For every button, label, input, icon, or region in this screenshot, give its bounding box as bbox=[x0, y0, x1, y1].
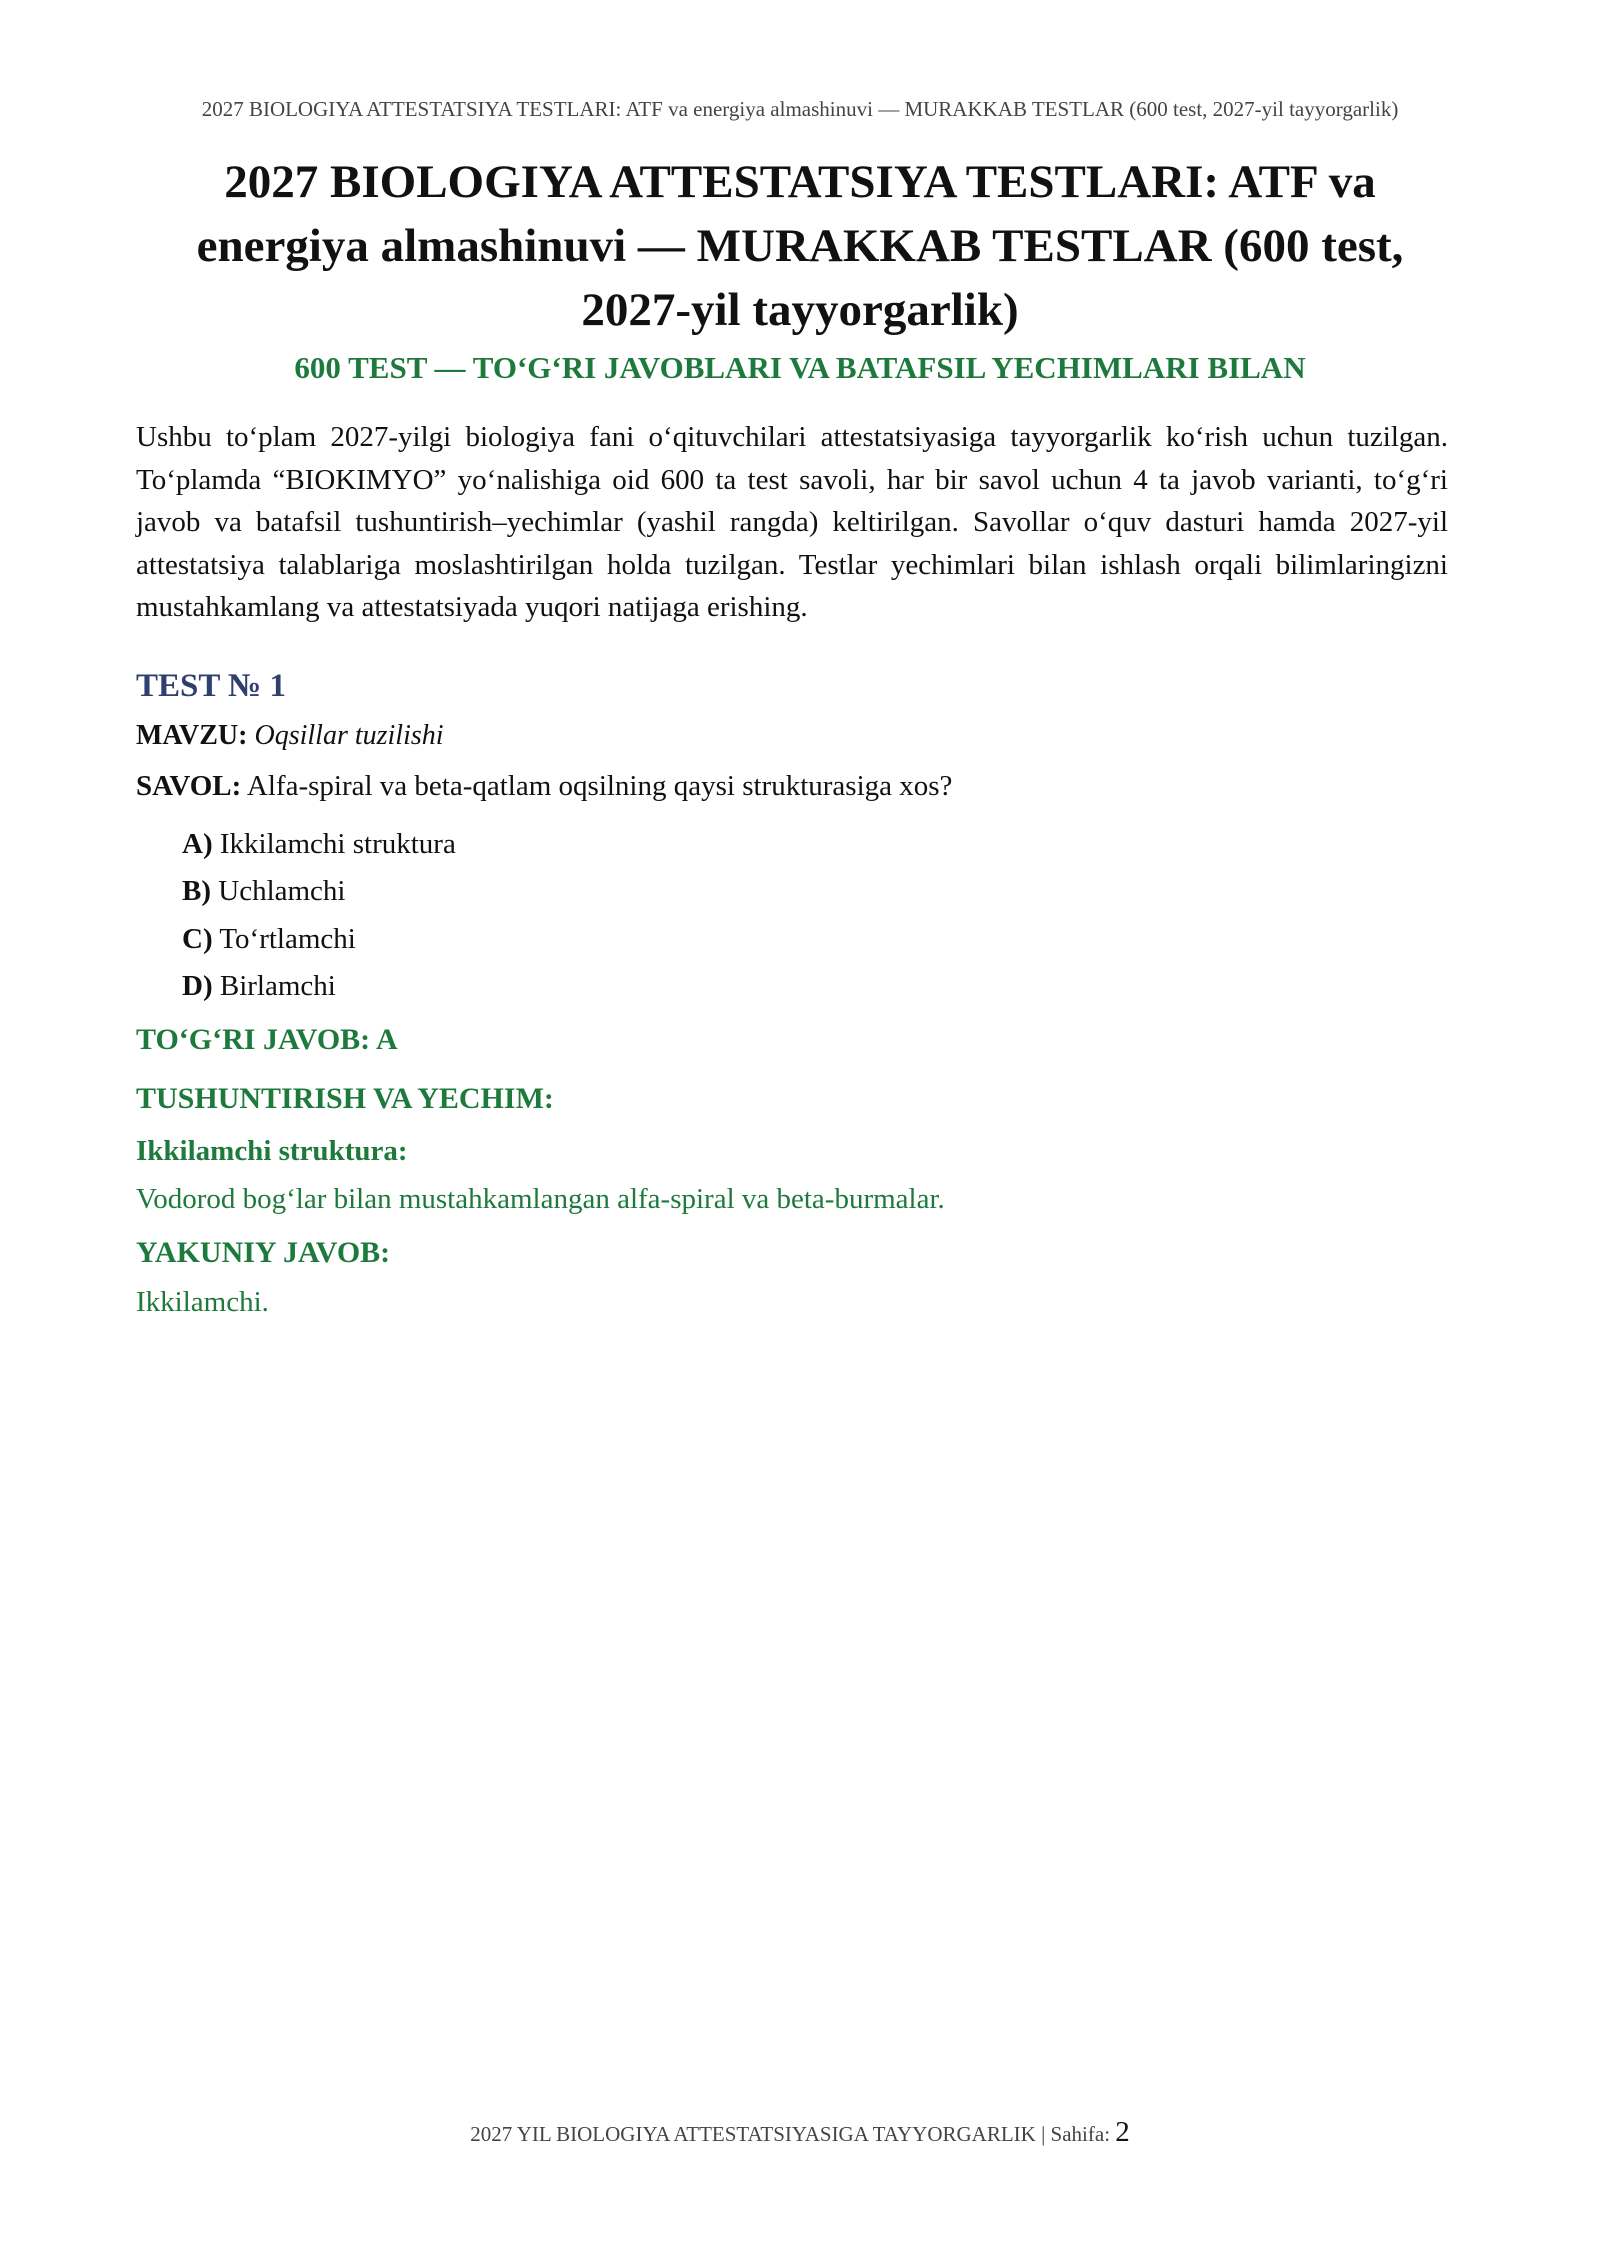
document-subtitle: 600 TEST — TO‘G‘RI JAVOBLARI VA BATAFSIL YECHIMLARI BILAN bbox=[294, 350, 1306, 385]
page-number: 2 bbox=[1115, 2116, 1130, 2148]
option-c bbox=[182, 921, 356, 957]
option-letter: B) bbox=[182, 875, 211, 907]
question-line bbox=[136, 768, 952, 804]
document-title: 2027 BIOLOGIYA ATTESTATSIYA TESTLARI: ATF va energiya almashinuvi — MURAKKAB TESTLAR (600 test, 2027-yil tayyorgarlik) bbox=[196, 156, 1404, 336]
option-d bbox=[182, 968, 336, 1004]
question-label: SAVOL: bbox=[136, 770, 242, 802]
final-answer-text: Ikkilamchi. bbox=[136, 1286, 269, 1318]
page-label: Sahifa: bbox=[1050, 2122, 1111, 2146]
correct-answer: TO‘G‘RI JAVOB: A bbox=[136, 1023, 398, 1056]
explanation-subheading: Ikkilamchi struktura: bbox=[136, 1135, 408, 1167]
option-text: To‘rtlamchi bbox=[219, 923, 356, 955]
option-text: Uchlamchi bbox=[218, 875, 346, 907]
option-letter: D) bbox=[182, 970, 213, 1002]
question-text: Alfa-spiral va beta-qatlam oqsilning qaysi strukturasiga xos? bbox=[246, 770, 953, 802]
option-a bbox=[182, 826, 456, 862]
topic-value: Oqsillar tuzilishi bbox=[254, 720, 444, 751]
option-b bbox=[182, 873, 345, 909]
running-header: 2027 BIOLOGIYA ATTESTATSIYA TESTLARI: ATF va energiya almashinuvi — MURAKKAB TESTLAR (600 test, 2027-yil tayyorgarlik) bbox=[201, 97, 1399, 121]
option-letter: A) bbox=[182, 828, 213, 860]
option-text: Ikkilamchi struktura bbox=[219, 828, 456, 860]
explanation-heading: TUSHUNTIRISH VA YECHIM: bbox=[136, 1082, 554, 1115]
footer-text: 2027 YIL BIOLOGIYA ATTESTATSIYASIGA TAYYORGARLIK bbox=[470, 2122, 1036, 2146]
explanation-text: Vodorod bog‘lar bilan mustahkamlangan alfa-spiral va beta-burmalar. bbox=[136, 1183, 945, 1215]
page-footer bbox=[150, 2116, 1450, 2149]
test-heading: TEST № 1 bbox=[136, 668, 286, 704]
footer-separator: | bbox=[1041, 2122, 1046, 2146]
topic-line bbox=[136, 718, 444, 754]
topic-label: MAVZU: bbox=[136, 720, 248, 751]
option-text: Birlamchi bbox=[219, 970, 336, 1002]
option-letter: C) bbox=[182, 923, 213, 955]
intro-paragraph: Ushbu to‘plam 2027-yilgi biologiya fani o‘qituvchilari attestatsiyasiga tayyorgarlik ko‘rish uchun tuzilgan. To‘plamda “BIOKIMYO” yo‘nalishiga oid 600 ta test savoli, har bir savol uchun 4 ta javob varianti, to‘g‘ri javob va batafsil tushuntirish–yechimlar (yashil rangda) keltirilgan. Savollar o‘quv dasturi hamda 2027-yil attestatsiya talablariga moslashtirilgan holda tuzilgan. Testlar yechimlari bilan ishlash orqali bilimlaringizni mustahkamlang va attestatsiyada yuqori natijaga erishing. bbox=[136, 421, 1448, 623]
final-answer-heading: YAKUNIY JAVOB: bbox=[136, 1236, 391, 1269]
